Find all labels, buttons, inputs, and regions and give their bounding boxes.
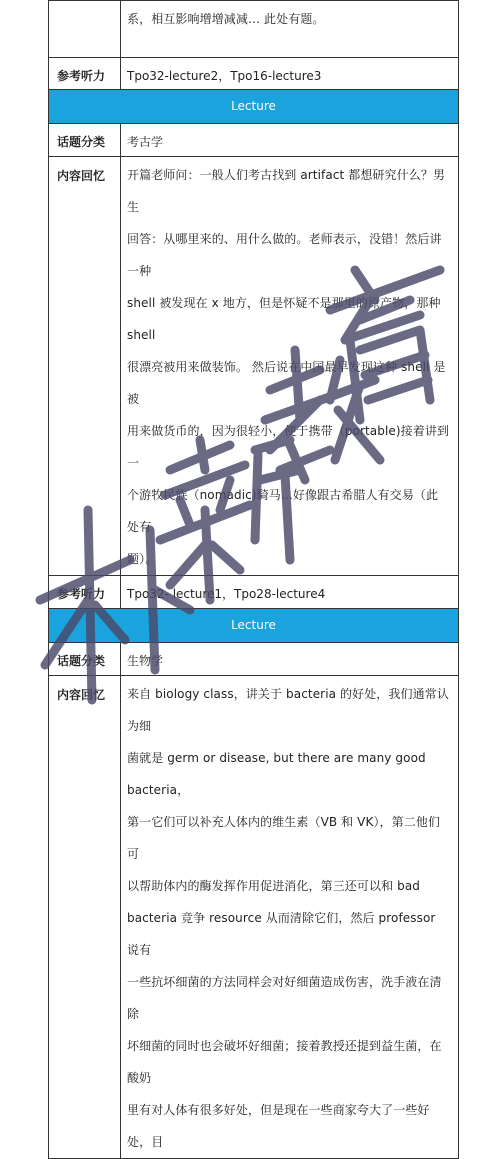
continuation-text: [121, 1, 459, 58]
lecture-band: Lecture: [49, 90, 459, 124]
text-line: 系，相互影响增增减减… 此处有题。: [127, 12, 325, 26]
row-label: 话题分类: [49, 643, 121, 676]
reference-value: Tpo32- lecture1，Tpo28-lecture4: [121, 576, 459, 609]
text-line: 题）。: [127, 552, 158, 566]
text-line: 第一它们可以补充人体内的维生素（VB 和 VK），第二他们可: [127, 815, 441, 861]
row-label: 内容回忆: [49, 676, 121, 1159]
text-line: 以帮助体内的酶发挥作用促进消化，第三还可以和 bad: [127, 879, 421, 893]
table-row-topic: [49, 643, 459, 676]
row-label: 话题分类: [49, 124, 121, 157]
row-label: 参考听力: [49, 576, 121, 609]
topic-value: 考古学: [121, 124, 459, 157]
text-line: 回答：从哪里来的、用什么做的。老师表示，没错！然后讲一种: [127, 232, 442, 278]
row-label: 参考听力: [49, 58, 121, 90]
text-line: 一些抗坏细菌的方法同样会对好细菌造成伤害，洗手液在清除: [127, 975, 442, 1021]
lecture-band: Lecture: [49, 609, 459, 643]
text-line: 很漂亮被用来做装饰。 然后说在中国最早发现这种 shell 是被: [127, 360, 446, 406]
text-line: 开篇老师问：一般人们考古找到 artifact 都想研究什么？男生: [127, 168, 446, 214]
table-row-topic: [49, 124, 459, 157]
topic-value: 生物学: [121, 643, 459, 676]
text-line: bacteria 竞争 resource 从而清除它们，然后 professor 说有: [127, 911, 436, 957]
document-table-container: [48, 0, 458, 1149]
content-recall-text: [121, 157, 459, 576]
row-label: 内容回忆: [49, 157, 121, 576]
table-row-continuation: [49, 1, 459, 58]
row-label-empty: [49, 1, 121, 58]
table-row-reference: [49, 576, 459, 609]
lecture-band-row: [49, 90, 459, 124]
table-row-content: [49, 676, 459, 1159]
lecture-band-row: [49, 609, 459, 643]
table-row-reference: [49, 58, 459, 90]
content-recall-text: [121, 676, 459, 1159]
text-line: 里有对人体有很多好处，但是现在一些商家夸大了一些好处，目: [127, 1103, 430, 1149]
text-line: 菌就是 germ or disease, but there are many good bacteria，: [127, 751, 426, 797]
text-line: 用来做货币的，因为很轻小，便于携带（portable)接着讲到一: [127, 424, 450, 470]
text-line: shell 被发现在 x 地方，但是怀疑不是那里的原产物，那种 shell: [127, 296, 441, 342]
text-line: 来自 biology class，讲关于 bacteria 的好处，我们通常认为细: [127, 687, 449, 733]
lecture-table: [48, 0, 459, 1159]
table-row-content: [49, 157, 459, 576]
text-line: 个游牧民族（nomadic)騎马…好像跟古希腊人有交易（此处有: [127, 488, 439, 534]
reference-value: Tpo32-lecture2，Tpo16-lecture3: [121, 58, 459, 90]
text-line: 坏细菌的同时也会破坏好细菌；接着教授还提到益生菌，在酸奶: [127, 1039, 442, 1085]
